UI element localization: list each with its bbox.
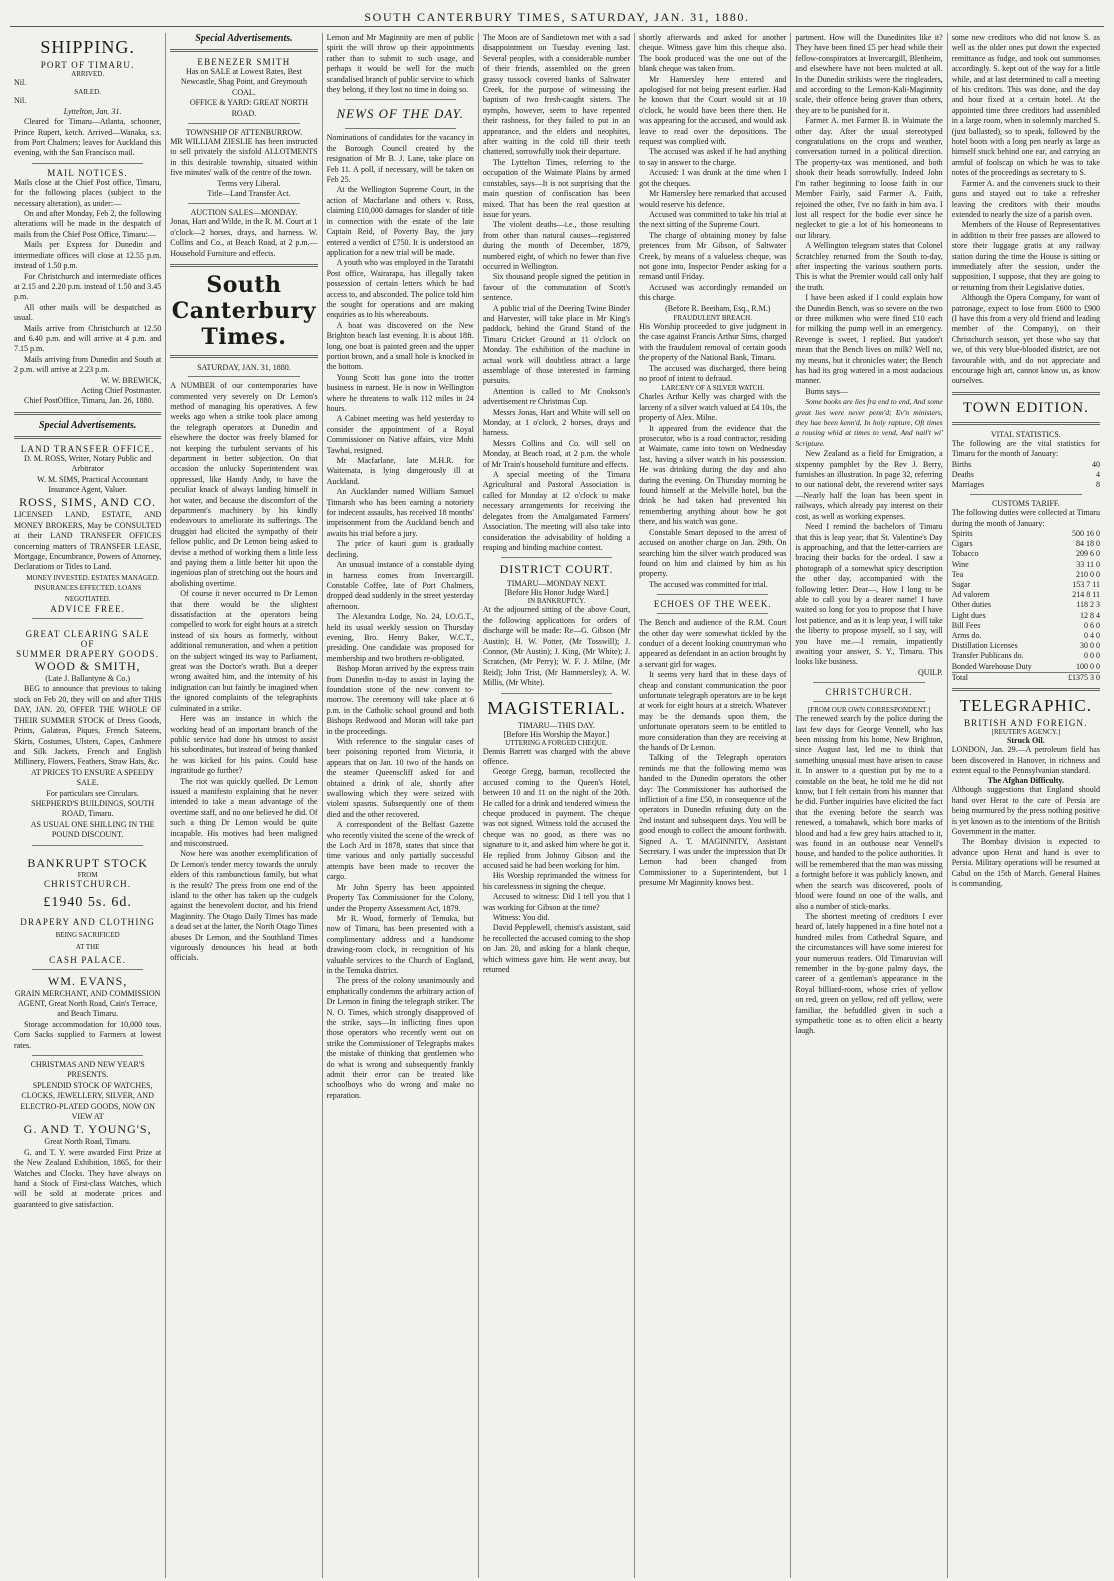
divider: [32, 845, 143, 846]
row-label: Bonded Warehouse Duty: [951, 661, 1032, 671]
row-label: Distillation Licenses: [951, 641, 1018, 651]
district-court-heading: DISTRICT COURT.: [499, 562, 614, 577]
mail-paragraph: Mails arrive from Christchurch at 12.50 and 6.40 p.m. and will arrive at 4 p.m. and 7.15 p.m.: [14, 323, 162, 354]
continued-paragraph: Lemon and Mr Maginnity are men of public spirit the will throw up their appointments rather than to submit to such usage, and perhaps it would be well for the much scandalised branch of public service to which they belong, if they lost no time in doing so.: [326, 33, 474, 95]
news-item: Attention is called to Mr Cookson's advertisement re Christmas Cup.: [482, 386, 631, 407]
magisterial-before: [Before His Worship the Mayor.]: [503, 729, 610, 739]
echoes-paragraph: partment. How will the Dunedinites like it? They have been fined £5 per head while their fellow-conspirators at Invercargill, Blenheim, and elsewhere have not been mulcted at all. In the Dunedin strikists were the ringleaders, and according to the Lemon-Kali-Maginnity scale, their offence being graver than others, they are to be punished for it.: [795, 33, 943, 115]
sale-heading-3: SUMMER DRAPERY GOODS.: [16, 649, 160, 660]
sims-credentials: W. M. SIMS, Practical Accountant Insurance Agent, Valuer.: [37, 474, 149, 494]
row-value: 40: [1091, 459, 1100, 469]
district-court-sub: TIMARU—MONDAY NEXT.: [506, 579, 607, 589]
young-body: G. and T. Y. were awarded First Prize at the New Zealand Exhibition, 1865, for their Watches and Clocks. They have always on hand a Stock of First-class Watches, which will be sold at moderate prices and guaranteed to give satisfaction.: [14, 1147, 162, 1209]
news-item: The violent deaths—i.e., those resulting from other than natural causes—registered during the month of December, 1879, numbered eight, of which no fewer than five occurred in Wellington.: [482, 220, 631, 271]
news-item: The Moon are of Sandietown met with a sad disappointment on Tuesday evening last. Several peoples, with a considerable number of their friends, assembled on the green grassy tussock covered banks of Saltwater Creek, for the purpose of witnessing the baptism of two fresh-caught sisters. The nymphs, however, seem to have repented their rashness, for they failed to put in an appearance, and the elders and neophites, after waiting in the cold till their teeth chattered, sorrowfully took their departure.: [482, 33, 631, 157]
land-office-heading: LAND TRANSFER OFFICE.: [20, 443, 155, 454]
divider: [32, 1055, 143, 1056]
news-item: Nominations of candidates for the vacancy in the Borough Council created by the resignation of Mr B. J. Lane, take place on Feb 11. A poll, if necessary, will be taken on Feb 25.: [326, 133, 474, 185]
from-label: FROM: [77, 870, 98, 879]
divider: [970, 494, 1082, 495]
news-item: Young Scott has gone into the trotter business in earnest. He is now in Wellington where he threatens to walk 112 miles in 24 hours.: [326, 372, 474, 413]
table-row: [952, 580, 1100, 590]
row-value: 0 0 0: [1083, 651, 1100, 661]
column-3: [323, 33, 479, 1578]
divider: [170, 49, 317, 52]
column-7: [948, 33, 1104, 1578]
divider: [14, 436, 161, 439]
row-label: Transfer Publicans do.: [951, 651, 1024, 661]
court-paragraph: His Worship proceeded to give judgment in the case against Francis Arthur Sims, charged with the fraudulent removal of certain goods the property of the National Bank, Timaru.: [639, 321, 787, 363]
echoes-paragraph: Talking of the Telegraph operators reminds me that the following memo was handed to the Dunedin operators the other day: The Commissioner has authorised the infliction of a fine £50, in consequence of the operators in Dunedin refusing duty on the 2nd instant and subsequent days. You will be good enough to collect the amount forthwith. Signed A. T. MAGINNITY, Assistant Secretary. I was under the impression that Dr Lemon had been changed from Commissioner to a Superintendent, but I presume Mr Maginnity knows best.: [639, 753, 787, 888]
firm-body: LICENSED LAND, ESTATE, AND MONEY BROKERS, May be CONSULTED at their LAND TRANSFER OFFICES concerning matters of TRANSFER LEASE, Mortgage, Encumbrance, Powers of Attorney, Declarations or Titles to Land.: [14, 510, 162, 572]
shipping-body: Cleared for Timaru—Atlanta, schooner, Prince Rupert, ketch. Arrived—Wanaka, s.s. from Port Chalmers; leaves for Auckland this evening, with the San Francisco mail.: [14, 117, 162, 158]
divider: [32, 618, 143, 619]
shepherd-address: SHEPHERD'S BUILDINGS, SOUTH ROAD, Timaru.: [31, 798, 155, 819]
table-row: [952, 631, 1100, 641]
fraud-label: FRAUDULENT BREACH.: [673, 313, 752, 322]
court-paragraph: The accused was discharged, there being no proof of intent to defraud.: [639, 363, 787, 383]
sacrificed-label: BEING SACRIFICED: [55, 930, 120, 939]
column-5: [635, 33, 791, 1578]
row-value: 0 4 0: [1083, 631, 1100, 641]
total-value: £1375 3 0: [1067, 672, 1100, 682]
arrived-label: ARRIVED.: [71, 70, 105, 78]
table-row: [952, 470, 1100, 480]
divider: [813, 701, 924, 702]
news-item: Mr John Sperry has been appointed Property Tax Commissioner for the Colony, under the Property Assessment Act, 1879.: [326, 882, 474, 913]
auction-body: Jonas, Hart and Wilde, in the R. M. Court at 1 o'clock—2 horses, drays, and harness. W. Collins and Co., at Beach Road, at 2 p.m.—Household Furniture and effects.: [170, 217, 318, 258]
before-line: (Before R. Beetham, Esq., R.M.): [665, 303, 771, 313]
row-value: 100 0 0: [1075, 661, 1100, 671]
row-label: Tea: [951, 569, 964, 579]
column-1: [10, 33, 166, 1578]
court-paragraph: Mr Hamersley here remarked that accused would reserve his defence.: [639, 189, 787, 209]
telegraph-paragraph: Although suggestions that England should hand over Herat to the care of Persia are being murmured by the press nothing positive is yet known as to the intentions of the British Government in the matter.: [951, 785, 1100, 836]
header-title: SOUTH CANTERBURY TIMES, SATURDAY, JAN. 31, 1880.: [364, 9, 750, 24]
divider: [170, 355, 317, 358]
row-value: 209 6 0: [1075, 549, 1100, 559]
echoes-paragraph: I have been asked if I could explain how the Dunedin Bench, was so severe on the two or three milkmen who were fined £10 each for milking the pump well in an emergency. Revenge is sweet, I replied. But yaudon't mean that the Bench lives on milk? Well no, my means, but it chronicles water; the Bench has had its grog watered in a most audacious manner.: [795, 293, 943, 386]
leader-paragraph: Here was an instance in which the working head of an important branch of the public service had done his utmost to assist his subordinates, but instead of being thanked he was kicked for his pains. Could base ingratitude go further?: [170, 714, 318, 776]
leader-paragraph: The riot was quickly quelled. Dr Lemon issued a manifesto explaining that he never intended to take a mean advantage of the overtime staff, and no one believed he did. Of such a thing Dr Lemon would be quite incapable. His motives had been maligned and misconstrued.: [170, 776, 318, 848]
row-value: 500 16 0: [1071, 529, 1100, 539]
vital-heading: VITAL STATISTICS.: [990, 429, 1061, 439]
sailed-label: SAILED.: [74, 88, 101, 97]
news-item: A public trial of the Deering Twine Binder and Harvester, will take place in Mr King's paddock, behind the Grand Stand of the Timaru Cricket Ground at 11 o'clock on Monday. The exhibition of the machine in actual work will doubtless attract a large assemblage of those interested in farming pursuits.: [482, 303, 631, 386]
row-label: Tobacco: [951, 549, 979, 559]
news-item: The Lyttelton Times, referring to the occupation of the Waimate Plains by armed constables, says—It is not surprising that the main question of confiscation has been mixed. That has been the real question at issue for years.: [482, 157, 631, 219]
wood-smith-body: BEG to announce that previous to taking stock on Feb 20, they will on and after THIS DAY, JAN. 20, OFFER THE WHOLE OF THEIR SUMMER STOCK of Dress Goods, Prints, Galateas, Piques, French Sateens, Skirts, Costumes, Ulsters, Capes, Cashmere and Silk Jackets, French and English Millinery, Flowers, Feathers, Straw Hats, &c.: [14, 684, 162, 767]
news-item: The Alexandra Lodge, No. 24, I.O.G.T., held its usual weekly session on Thursday evening, Bro. Henry Baker, W.C.T., presiding. One candidate was proposed for membership and two brothers re-obligated.: [326, 612, 474, 663]
table-row: [952, 460, 1100, 470]
oil-subheading: Struck Oil.: [1006, 736, 1045, 746]
row-value: 4: [1095, 469, 1100, 479]
issue-date: SATURDAY, JAN. 31, 1880.: [197, 363, 291, 373]
mail-signature: W. W. BREWICK,: [100, 375, 162, 385]
table-row: [952, 651, 1100, 661]
columns: [10, 33, 1104, 1578]
row-value: 84 18 0: [1075, 539, 1100, 549]
row-label: Wine: [951, 559, 969, 569]
divider: [952, 688, 1100, 691]
advice-free: ADVICE FREE.: [50, 604, 126, 615]
news-item: A youth who was employed in the Taratahi Post office, Wairarapa, has illegally taken possession of certain letters which he had access to, and absconded. The police told him the sought for operations and are making enquiries as to his whereabouts.: [326, 258, 474, 320]
district-court-judge: [Before His Honor Judge Ward.]: [504, 588, 609, 598]
title-line: Title—Land Transfer Act.: [207, 189, 291, 199]
court-paragraph: Charles Arthur Kelly was charged with the larceny of a silver watch valued at £4 10s, the property of Alex. Milne.: [639, 392, 787, 423]
divider: [345, 128, 456, 129]
table-row: [952, 560, 1100, 570]
mail-paragraph: On and after Monday, Feb 2, the following alterations will be made in the despatch of mails from the Chief Post Office, Timaru:—: [14, 209, 162, 239]
special-ads-heading: Special Advertisements.: [38, 419, 137, 431]
magisterial-sub: TIMARU—THIS DAY.: [518, 720, 595, 730]
christchurch-heading: CHRISTCHURCH.: [825, 687, 913, 698]
divider: [345, 99, 456, 100]
row-label: Arms do.: [951, 631, 982, 641]
row-value: 30 0 0: [1079, 641, 1100, 651]
echoes-paragraph: The Bench and audience of the R.M. Court the other day were somewhat tickled by the conduct of a decent looking countryman who appeared as defendant in an action brought by a servant girl for wages.: [639, 618, 787, 669]
wood-smith-prices: AT PRICES TO ENSURE A SPEEDY SALE.: [30, 767, 155, 788]
news-item: An unusual instance of a constable dying in harness comes from Invercargill. Constable Coffee, late of Port Chalmers, dropped dead suddenly in the street yesterday afternoon.: [326, 560, 474, 611]
leader-paragraph: Now here was another exemplification of Dr Lemon's tender mercy towards the unruly elders of this rambunctious family, but what is the result? The press from one end of the island to the other has taken up the cudgels against the benevolent doctor, and his friend Maginnity. The Otago Daily Times has made a dead set at the latter, the North Otago Times abuses Dr Lemon, and the Southland Times vigorously denounces his head at both officials.: [170, 849, 318, 963]
divider: [188, 203, 299, 204]
column-2: [166, 33, 322, 1578]
stock-amount: £1940 5s. 6d.: [43, 894, 132, 910]
news-item: Messrs Collins and Co. will sell on Monday, at Beach road, at 2 p.m. the whole of Mr Train's household furniture and effects.: [482, 438, 631, 469]
row-label: Spirits: [951, 529, 973, 539]
table-row: [952, 570, 1100, 580]
table-row: [952, 549, 1100, 559]
mail-paragraph: Mails per Express for Dunedin and intermediate offices will close at 12.55 p.m. instead of 1.50 p.m.: [14, 240, 162, 271]
divider: [501, 557, 612, 558]
news-item: The press of the colony unanimously and emphatically condemns the arbitrary action of Dr Lemon in fining the telegraph striker. The N. O. Times, which strongly disapproved of the strike, says—In inflicting fines upon those operators who recently went out on strike the Commissioner of Telegraphs makes the mistake of thinking that gentlemen who do what is wrong and subsequently frankly admit their error can be treated like schoolboys who do wrong and make no reparation.: [326, 976, 474, 1100]
news-item: A special meeting of the Timaru Agricultural and Pastoral Association is called for Monday at 12 o'clock to make necessary arrangements for receiving the delegates from the Amalgamated Farmers' Association. The meeting will also take into consideration the advisability of holding a reaping and binding machine contest.: [482, 470, 631, 552]
news-item: A correspondent of the Belfast Gazette who recently visited the scene of the wreck of the Loch Ard in 1878, states that since that time various and only partially successful attempts have been made to recover the cargo.: [326, 820, 474, 882]
court-paragraph: The accused was committed for trial.: [649, 579, 768, 589]
news-heading: NEWS OF THE DAY.: [336, 106, 464, 122]
row-label: Cigars: [951, 539, 973, 549]
table-row: [952, 590, 1100, 600]
divider: [952, 422, 1100, 425]
christchurch-paragraph: some new creditors who did not know S. as well as the older ones put down the expected remittance as fudge, and took out summonses accordingly. S. kept out of the way for a little while, and at last determined to call a meeting of his creditors. This was done, and the day and hour fixed at a certain hotel. At the appointed time three creditors had assembled in a large room, when in solemnly marched S. (just ballasted), so to speak, followed by the hotel boots with a long pen nearly as large as himself stuck behind one ear, and carrying an armful of foolscap on which he was to take notes of the proceedings as secretary to S.: [951, 33, 1100, 178]
row-value: 0 6 0: [1083, 620, 1100, 630]
wood-smith-sub: (Late J. Ballantyne & Co.): [45, 674, 131, 684]
verse: Some books are lies fra end to end, And some great lies were never penn'd; Ev'n ministers, they hae been kenn'd, In holy rapture, Oft times a rousing whid at times to vend, And nail't wi' Scripture.: [795, 397, 943, 448]
table-row: [952, 480, 1100, 490]
news-item: Mr Macfarlane, late M.H.R. for Waitemata, is lying dangerously ill at Auckland.: [326, 456, 474, 486]
page-header: [10, 8, 1104, 27]
christchurch-paragraph: Although the Opera Company, for want of patronage, expect to lose from £600 to £900 (I have this from a very old friend and leading member of the Company), on their Christchurch season, yet those who say that we, of this very blue-blooded district, are not favourable with, and do not appreciate and encourage high art, cannot know us, as know ourselves.: [951, 293, 1100, 386]
news-item: Mr R. Wood, formerly of Temuka, but now of Timaru, has been presented with a complimentary address and a handsome drawing-room clock, in recognition of his valuable services to the Church of England, in the Temuka district.: [326, 913, 474, 975]
auction-heading: AUCTION SALES—MONDAY.: [190, 208, 298, 218]
mail-paragraph: All other mails will be despatched as usual.: [14, 302, 162, 323]
shipping-heading: SHIPPING.: [40, 37, 135, 57]
column-4: [479, 33, 635, 1578]
lyttelton-dateline: Lyttelton, Jan. 31.: [63, 106, 122, 116]
divider: [501, 693, 612, 694]
christchurch-label: CHRISTCHURCH.: [43, 878, 132, 889]
correspondent-label: [FROM OUR OWN CORRESPONDENT.]: [807, 706, 931, 715]
drapery-label: DRAPERY AND CLOTHING: [20, 916, 155, 927]
bums-says: Bums says—: [805, 386, 848, 396]
mail-paragraph: For Christchurch and intermediate offices at 2.15 and 2.20 p.m. instead of 1.50 and 3.45 p.m.: [14, 271, 162, 302]
row-label: Births: [951, 459, 972, 469]
district-court-body: At the adjourned sitting of the above Court, the following applications for orders of discharge will be made: Re—G. Gibson (Mr Austin); H. W. Potter, (Mr Tosswill); J. Connor, (Mr Austin); J. King, (Mr White); J. Scratchen, (Mr Perry); W. F. J. Milne, (Mr Reid); John Trist, (Mr Hammersley); A. W. Millis, (Mr White).: [482, 605, 631, 688]
court-paragraph: It appeared from the evidence that the prosecutor, who is a road contractor, residing at Waimate, came into town on Wednesday last, having a silver watch in his possession. He was drinking during the day and also during the evening. On Thursday morning he found himself at the Melville hotel, but the drink he had taken had prevented his remembering anything about how he got there, and his watch was gone.: [639, 423, 787, 527]
office-yard: OFFICE & YARD: GREAT NORTH ROAD.: [189, 98, 309, 118]
money-line: MONEY INVESTED. ESTATES MANAGED. INSURANCES EFFECTED. LOANS NEGOTIATED.: [26, 573, 160, 603]
court-paragraph: Mr Hamersley here entered and apologised for not being present earlier. Had he known that the Court would sit at 10 o'clock, he would have been there then. He was appearing for the accused, and would ask leave to read over the depositions. The request was complied with.: [639, 74, 787, 147]
evans-sub: GRAIN MERCHANT, AND COMMISSION AGENT, Great North Road, Cain's Terrace, and Beach Timaru.: [14, 988, 161, 1019]
mail-paragraph: Mails arriving from Dunedin and South at 2 p.m. will arrive at 2.23 p.m.: [14, 354, 162, 375]
ross-credentials: D. M. ROSS, Writer, Notary Public and Arbitrator: [24, 453, 152, 474]
court-paragraph: The accused was asked if he had anything to say in answer to the charge.: [639, 147, 787, 167]
news-item: A boat was discovered on the New Brighton beach last evening. It is about 18ft. long, one boat is painted green and the upper portion brown, and a small hole is knocked in the bottom.: [326, 320, 474, 372]
echoes-heading: ECHOES OF THE WEEK.: [653, 599, 772, 610]
divider: [170, 264, 317, 267]
terms-line: Terms very Liberal.: [217, 178, 281, 188]
news-item: With reference to the singular cases of beer poisoning reported from Victoria, it appears that on Jan. 10 two of the hands on the steamer Queenscliff asked for and obtained a drink of ale, shortly after swallowing which they were seized with violent spasms. Subsequently one of them died and the other recovered.: [326, 737, 474, 819]
sale-heading-2: OF: [80, 639, 95, 650]
port-title: PORT OF TIMARU.: [40, 60, 135, 70]
customs-intro: The following duties were collected at Timaru during the month of January:: [951, 508, 1100, 528]
row-label: Marriages: [951, 480, 985, 490]
vital-table: [952, 460, 1100, 491]
court-paragraph: The charge of obtaining money by false pretences from Mr Gibson, of Saltwater Creek, by means of a valueless cheque, was not gone into, Inspector Pender asking for a remand until Friday.: [639, 230, 787, 282]
column-6: [791, 33, 947, 1578]
splendid-stock: SPLENDID STOCK OF WATCHES, CLOCKS, JEWELLERY, SILVER, AND ELECTRO-PLATED GOODS, NOW ON VIEW AT: [20, 1080, 155, 1122]
mail-signature-place: Chief PostOffice, Timaru, Jan. 26, 1880.: [24, 396, 154, 406]
wood-smith-name: WOOD & SMITH,: [34, 659, 141, 674]
sailed-nil: Nil.: [14, 96, 27, 106]
court-paragraph: shortly afterwards and asked for another cheque. Witness gave him this cheque also. The book produced was the one out of the blank cheque was taken from.: [639, 33, 787, 74]
vital-intro: The following are the vital statistics for Timaru for the month of January:: [951, 438, 1100, 459]
christchurch-paragraph: The renewed search by the police during the last few days for George Vennell, who has been missing from his home, New Brighton, since August last, led me to think that something unusual must have arisen to cause it. In answer to a question put by me to a constable on the beat, he told me he did not know, but I felt certain from his manner that he did. Further inquiries have elicited the fact that the evening before the search was renewed, a tomahawk, which bore marks of blood and had a few grey hairs attached to it, was found in an outhouse near Vennell's house, and handed to the police authorities. It will be remembered that the man was missing a fortnight before it was publicly known, and when the search was discovered, pools of blood were found on one of the walls, and also a number of stick-marks.: [795, 714, 943, 911]
divider: [32, 163, 143, 164]
uttering-label: UTTERING A FORGED CHEQUE.: [505, 738, 608, 747]
court-paragraph: Constable Smart deposed to the arrest of accused on another charge on Jan. 29th. On searching him the silver watch produced was found on him and claimed by him as his property.: [639, 527, 787, 579]
customs-heading: CUSTOMS TARIFF.: [991, 499, 1060, 509]
row-label: Bill Fees: [951, 620, 981, 630]
row-value: 214 8 11: [1072, 590, 1100, 600]
special-ads-heading: Special Advertisements.: [195, 33, 293, 44]
divider: [657, 594, 768, 595]
row-value: 118 2 3: [1076, 600, 1100, 610]
zieslie-ad: MR WILLIAM ZIESLIE has been instructed to sell privately the sixfold ALLOTMENTS in this desirable township, situated within five minutes' walk of the centre of the town.: [170, 137, 318, 178]
table-row: [952, 539, 1100, 549]
court-paragraph: Accused was committed to take his trial at the next sitting of the Supreme Court.: [639, 209, 787, 230]
court-paragraph: His Worship reprimanded the witness for his carelessness in signing the cheque.: [482, 871, 631, 891]
court-paragraph: David Pepplewell, chemist's assistant, said he recollected the accused coming to the shop on Jan. 20, and asking for a blank cheque, which witness gave him. He went away, but returned: [482, 923, 631, 975]
court-paragraph: Accused: I was drunk at the time when I got the cheques.: [639, 168, 787, 188]
row-value: 33 11 0: [1076, 559, 1100, 569]
afghan-subheading: The Afghan Difficulty.: [987, 776, 1064, 786]
divider: [14, 412, 161, 415]
discount-line: AS USUAL ONE SHILLING IN THE POUND DISCOUNT.: [30, 819, 155, 840]
echoes-paragraph: A Wellington telegram states that Colonel Scratchley returned from the South to-day, after inspecting the various southern ports. This is what the Premier would call only half the truth.: [795, 241, 943, 292]
table-row: [952, 611, 1100, 621]
court-paragraph: Witness: You did.: [492, 913, 550, 923]
table-row: [952, 600, 1100, 610]
telegraph-paragraph: LONDON, Jan. 29.—A petroleum field has been discovered in Hanover, in richness and extent equal to the Pennsylvanian standard.: [951, 745, 1100, 775]
christchurch-paragraph: Farmer A. and the conveners stuck to their guns and stayed out to take a refresher leaving the creditors with their mouths extended to nearly the size of a parish oven.: [951, 178, 1100, 219]
divider: [188, 123, 299, 124]
leader-paragraph: Of course it never occurred to Dr Lemon that there would be the slightest dissatisfaction at the operators being compelled to work for eight hours at a stretch instead of six hours as formerly, without additional remuneration, and when a petition on the subject winged its way to Parliament, great was the Doctor's wrath. But a deeper wrong awaited him, and the intensity of his indignation can but faintly be imagined when the ignored complaints of the telegraphists culminated in a strike.: [170, 589, 318, 713]
news-item: At the Wellington Supreme Court, in the action of Macfarlane and others v. Ross, claiming £10,000 damages for slander of title in connection with the estate of the late Captain Reid, of Poverty Bay, the jury entered a verdict of £750. It is understood an application for a new trial will be made.: [326, 185, 474, 257]
news-item: Six thousand people signed the petition in favour of the commutation of Scott's sentence.: [482, 272, 631, 303]
bankrupt-stock: BANKRUPT STOCK: [27, 855, 148, 870]
mail-signature-role: Acting Chief Postmaster.: [81, 385, 162, 395]
row-label: Sugar: [951, 580, 971, 590]
township-heading: TOWNSHIP OF ATTENBURROW.: [185, 128, 303, 138]
total-row: [952, 672, 1100, 683]
court-paragraph: Accused was accordingly remanded on this charge.: [639, 282, 787, 303]
sale-heading-1: GREAT CLEARING SALE: [25, 629, 150, 640]
young-name: G. AND T. YOUNG'S,: [23, 1122, 152, 1137]
smith-name: EBENEZER SMITH: [197, 57, 291, 67]
young-address: Great North Road, Timaru.: [44, 1137, 131, 1147]
row-value: 8: [1095, 480, 1100, 490]
row-label: Light dues: [951, 610, 986, 620]
xmas-heading: CHRISTMAS AND NEW YEAR'S PRESENTS.: [30, 1060, 145, 1080]
court-paragraph: Dennis Barrett was charged with the above offence.: [482, 746, 631, 766]
echoes-paragraph: Farmer A. met Farmer B. in Waimate the other day. After the usual stereotyped congratulations on the crops and weather, conversation turned in a political direction. The property-tax was mentioned, and both shook their heads sorrowfully. Indeed John I'm rather beginning to loose faith in our Member Fairly, said Farmer A. Faith, rejoined the other, I've no faith in him ava. I lost all respect for the bodie ever since he neglecket to gie a lot of his homeoneans to our library.: [795, 116, 943, 240]
row-value: 153 7 11: [1072, 580, 1100, 590]
table-row: [952, 529, 1100, 539]
divider: [657, 613, 768, 614]
newspaper-masthead: South Canterbury Times.: [171, 272, 317, 351]
court-paragraph: George Gregg, barman, recollected the accused coming to the Queen's Hotel, between 10 and 11 on the night of the 20th. He called for a drink and tendered witness the cheque produced in payment. The cheque was not signed. Witness told the accused the cheque was no good, as there was no signature to it, and asked him where he got it. He replied from Johnny Gibson and the accused said he had been working for him.: [482, 767, 631, 871]
row-value: 210 0 0: [1075, 569, 1100, 579]
magisterial-heading: MAGISTERIAL.: [487, 697, 626, 718]
total-label: Total: [951, 672, 969, 682]
town-edition-heading: TOWN EDITION.: [962, 399, 1089, 416]
evans-name: WM. EVANS,: [47, 973, 128, 988]
table-row: [952, 621, 1100, 631]
quilp-signature: QUILP.: [918, 667, 943, 677]
larceny-label: LARCENY OF A SILVER WATCH.: [661, 384, 765, 393]
at-the-label: AT THE: [75, 942, 100, 951]
echoes-paragraph: New Zealand as a field for Emigration, a sixpenny pamphlet by the Rev J. Berry, furnishes an illustration. In page 32, referring to our national debt, the reverend writer says—Nearly half the loan has been spent in railways, which already pay interest on their cost, as well as working expenses.: [795, 449, 943, 521]
news-item: A Cabinet meeting was held yesterday to consider the appointment of a Royal Commissioner on Native affairs, vice Mohi Tawhai, resigned.: [326, 414, 474, 455]
christchurch-paragraph: Members of the House of Representatives in addition to their free passes are allowed to store their luggage gratis at any railway station during the time the House is sitting or immediately after the session, under the supposition, I suppose, that they are going to or returning from their Legislative duties.: [951, 220, 1100, 292]
news-item: The price of kauri gum is gradually declining.: [326, 539, 474, 559]
news-item: Messrs Jonas, Hart and White will sell on Monday, at 1 o'clock, 2 horses, drays and harness.: [482, 407, 631, 438]
news-item: An Aucklander named William Samuel Titmarsh who has been earning a notoriety for indecent assaults, has received 18 months' imprisonment from the Auckland bench and awaits his trial before a jury.: [326, 487, 474, 538]
bankruptcy-label: IN BANKRUPTCY.: [527, 597, 586, 606]
leader-paragraph: A NUMBER of our contemporaries have commented very severely on Dr Lemon's method of managing his operatives. A few weeks ago when a strike took place among the telegraph operators at Dunedin and elsewhere the doctor was freely blamed for not keeping the turbulent servants of his department in better subjection. On that occasion the unlucky Superintendent was oppressed, like Handy Andy, to have the peculiar knack of always landing himself in hot water, and because the discomfort of the department's machinery by his kindly endeavours to ameliorate its sufferings. The druggist had elicited the sympathy of their fellow public, and Dr Lemon being asked to devise a method of working them a little less and paying them a little better hit upon the ingenious plan of stretching out the hours and abolishing overtime.: [170, 381, 318, 588]
news-item: Bishop Moran arrived by the express train from Dunedin to-day to assist in laying the foundation stone of the new convent to-morrow. The ceremony will take place at 6 p.m. in the Catholic school ground and both Bishops Redwood and Moran will take part in the proceedings.: [326, 664, 474, 736]
firm-name: ROSS, SIMS, AND CO.: [19, 495, 157, 510]
row-label: Deaths: [951, 469, 974, 479]
table-row: [952, 641, 1100, 651]
divider: [188, 376, 299, 377]
row-label: Other duties: [951, 600, 992, 610]
divider: [32, 969, 143, 970]
echoes-paragraph: It seems very hard that in these days of cheap and constant communication the poor unfortunate telegraph operators are to be kept at work for eight hours at a stretch. Whatever may be the demands upon them, the unfortunate operators seem to be entitled to more consideration than they are receiving at the hands of Dr Lemon.: [639, 670, 787, 752]
telegraphic-heading: TELEGRAPHIC.: [959, 696, 1093, 716]
customs-table: [952, 529, 1100, 683]
evans-body: Storage accommodation for 10,000 tous. Corn Sacks supplied to Farmers at lowest rates.: [14, 1019, 162, 1050]
mail-paragraph: Mails close at the Chief Post office, Timaru, for the following places (subject to the necessary alteration), as under:—: [14, 177, 162, 208]
smith-body: Has on SALE at Lowest Rates, Best Newcastle, Shag Point, and Greymouth COAL.: [180, 67, 308, 97]
table-row: [952, 662, 1100, 673]
echoes-paragraph: Need I remind the bachelors of Timaru that this is leap year; that St. Valentine's Day is approaching, and that the letter-carriers are bracing their backs for the ordeal. I saw a photograph of a somewhat spicy description the other day, accompanied with the following letter: Dear—, How I long to be able to call you by a dearer name! I have waited so long for you to propose that I have lost patience, and as it is leap year, I will take the liberty to propose myself, so I say, will you have me.—I remain, impatiently awaiting your answer, S. Y., Timaru. This looks like business.: [795, 522, 943, 667]
cash-palace: CASH PALACE.: [49, 954, 127, 965]
row-label: Ad valorem: [951, 590, 990, 600]
arrived-nil: Nil.: [14, 78, 27, 87]
reuter-label: [REUTER'S AGENCY.]: [991, 728, 1061, 737]
divider: [952, 392, 1100, 395]
row-value: 12 8 4: [1079, 610, 1100, 620]
court-paragraph: Accused to witness: Did I tell you that I was working for Gibson at the time?: [482, 892, 631, 912]
christchurch-paragraph: The shortest meeting of creditors I ever heard of, lately happened in a fine hotel not a hundred miles from Cathedral Square, and the circumstances will have some interest for your numerous readers. Old Timaruvian will remember in the by-gone palmy days, the career of a gentleman's appearance in the Royal billiard-room, whose cries of yellow on red, green on yellow, red off yellow, were familiar, the befuddled given in such a sympathetic tone as to often elicit a hearty laugh.: [795, 911, 943, 1036]
circulars-line: For particulars see Circulars.: [46, 788, 139, 798]
divider: [813, 682, 924, 683]
mail-heading: MAIL NOTICES.: [47, 167, 129, 178]
british-foreign: BRITISH AND FOREIGN.: [963, 718, 1088, 729]
telegraph-paragraph: The Bombay division is expected to advance upon Herat and hand is over to Persia. Military operations will be resumed at Cabul on the 15th of March. General Haines is commanding.: [951, 837, 1100, 888]
